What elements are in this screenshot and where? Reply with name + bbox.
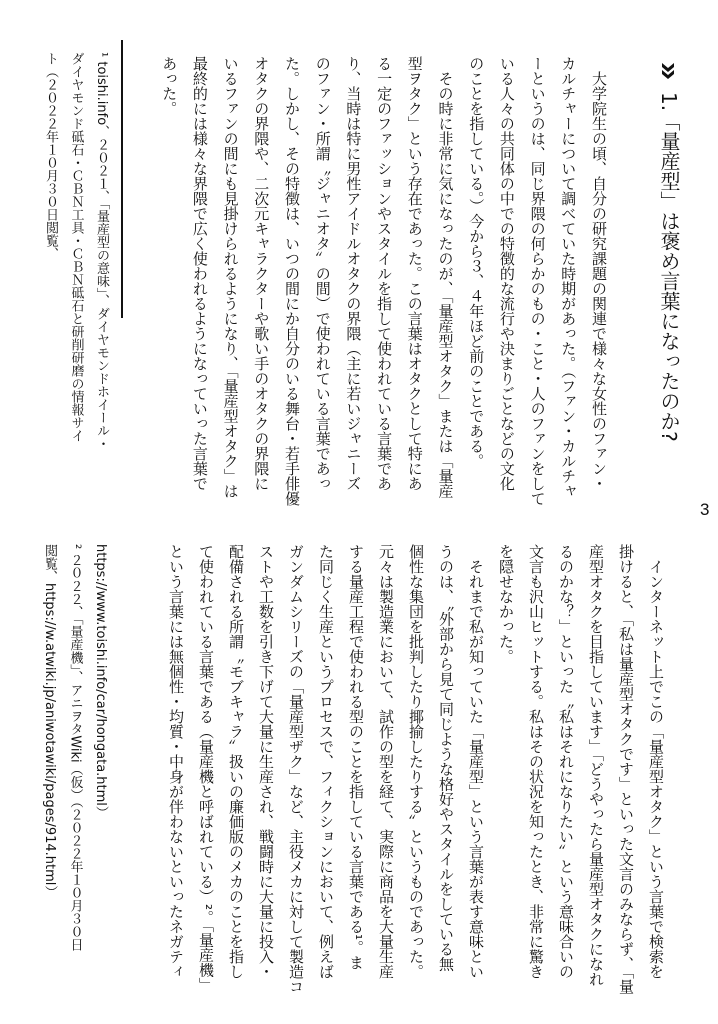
text-line: あった。 <box>160 56 179 116</box>
footnote-line: ² ２０２２、「量産機」、アニヲタWiki（仮）（２０２２年１０月３０日 <box>67 544 83 952</box>
footnote-divider <box>121 40 123 318</box>
text-line: 最終的には様々な界隈で広く使われるようになっていった言葉で <box>190 56 209 491</box>
page-number: 3 <box>700 500 710 519</box>
text-line: る一定のファッションやスタイルを指して使われている言葉であ <box>375 56 394 491</box>
text-line: た。しかし、その特徴は、いつの間にか自分のいる舞台・若手俳優 <box>283 56 301 506</box>
text-line: 文言も沢山ヒットする。私はその状況を知ったとき、非常に驚き <box>527 544 545 979</box>
text-line: 元々は製造業において、試作の型を経て、実際に商品を大量生産 <box>377 544 395 979</box>
text-line: り、当時は特に男性アイドルオタクの界隈（主に若いジャニーズ <box>344 56 363 491</box>
text-line: する量産工程で使われる型のことを指している言葉である¹。ま <box>347 544 365 971</box>
heading-ornament-icon <box>660 62 676 80</box>
text-line: 大学院生の頃、自分の研究課題の関連で様々な女性のファン・ <box>590 56 608 491</box>
text-line: うのは、〝外部から見て同じような格好やスタイルをしている無 <box>437 544 455 972</box>
text-line: 型ヲタク」という存在であった。この言葉はオタクとして特にあ <box>405 56 424 491</box>
text-line: 産型オタクを目指しています」「どうやったら量産型オタクになれ <box>587 544 605 987</box>
text-line: その時に非常に気になったのが、「量産型オタク」または「量産 <box>436 56 455 499</box>
text-line: 配備される所謂〝モブキャラ〟扱いの廉価版のメカのことを指し <box>227 544 245 979</box>
footnote-line: ダイヤモンド砥石・ＣＢＮ工具・ＣＢＮ砥石と研削研磨の情報サイ <box>68 52 84 442</box>
text-line: 掛けると、「私は量産型オタクです」といった文言のみならず、「量 <box>617 544 635 994</box>
footnote-line: 閲覧、https://w.atwiki.jp/aniwotawiki/pages/914.html） <box>42 544 57 899</box>
text-line: のファン・所謂〝ジャニオタ〟の間）で使われている言葉であっ <box>313 56 332 491</box>
text-line: カルチャーについて調べていた時期があった。（ファン・カルチャ <box>559 56 578 499</box>
text-line: という言葉には無個性・均質・中身が伴わないといったネガティ <box>167 544 185 979</box>
section-heading: 1.「量産型」は褒め言葉になったのか? <box>657 92 681 442</box>
text-line: オタクの界隈や、二次元キャラクターや歌い手のオタクの界隈に <box>252 56 271 491</box>
text-line: るのかな？」といった〝私はそれになりたい〟という意味合いの <box>557 544 575 979</box>
text-line: インターネット上でこの「量産型オタク」という言葉で検索を <box>647 544 665 979</box>
text-line: て使われている言葉である（量産機と呼ばれている）²。「量産機」 <box>197 544 215 993</box>
text-line: のことを指している。）今から３、４年ほど前のことである。 <box>467 56 486 469</box>
footnote-line: ト（２０２２年１０月３０日閲覧、 <box>43 52 58 260</box>
text-line: ーというのは、同じ界隈の何らかのもの・こと・人のファンをして <box>528 56 547 506</box>
footnote-line: ¹ toishi.info、２０２１、「量産型の意味」、ダイヤモンドホイール・ <box>94 52 109 451</box>
text-line: ストや工数を引き下げて大量に生産され、戦闘時に大量に投入・ <box>257 544 275 979</box>
text-line: いるファンの間にも見掛けられるようになり、「量産型オタク」は <box>221 56 240 499</box>
text-line: いる人々の共同体の中での特徴的な流行や決まりごとなどの文化 <box>497 56 516 491</box>
text-line: を隠せなかった。 <box>497 544 515 664</box>
text-line: 個性な集団を批判したり揶揄したりする〟というものであった。 <box>407 544 425 979</box>
text-line: ガンダムシリーズの「量産型ザク」など、主役メカに対して製造コ <box>287 544 305 994</box>
text-line: それまで私が知っていた「量産型」という言葉が表す意味とい <box>467 544 485 979</box>
footnote-line: https://www.toishi.info/car/hongata.html） <box>93 544 108 819</box>
text-line: た同じく生産というプロセスで、フィクションにおいて、例えば <box>317 544 335 979</box>
